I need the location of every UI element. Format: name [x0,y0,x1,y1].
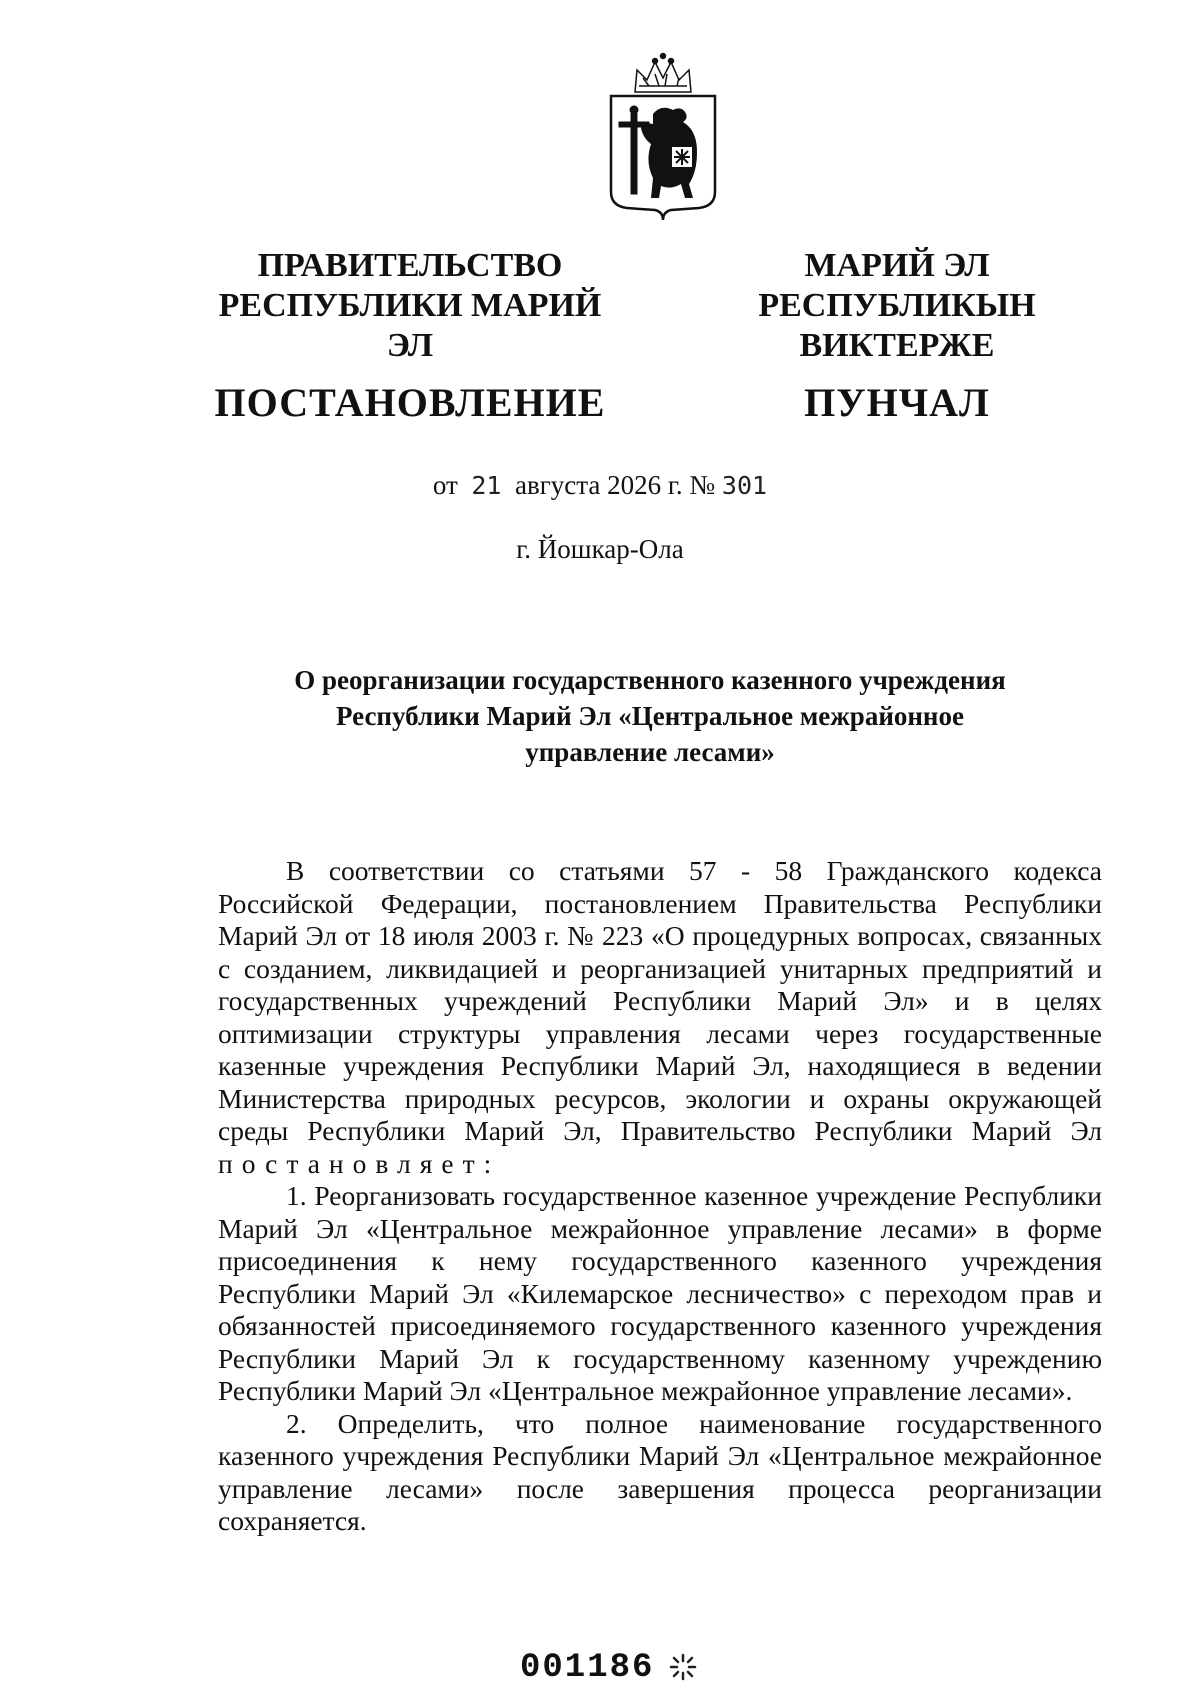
government-name-mari-line1: МАРИЙ ЭЛ РЕСПУБЛИКЫН [758,247,1036,324]
subject-line1: О реорганизации государственного казенного учреждения [294,665,1006,695]
registration-mark-icon [668,1652,698,1682]
registration-number: 001186 [520,1649,655,1687]
document-number: 301 [721,471,768,500]
document-body [218,855,1102,1538]
subject-line3: управление лесами» [525,737,775,767]
crown-icon [635,54,691,93]
date-month-year: августа 2026 г. № [514,470,716,500]
document-type-title: ПОСТАНОВЛЕНИЕ [214,380,606,425]
date-prefix: от [432,470,458,500]
document-date-line [0,468,1200,503]
document-subject [250,662,1050,770]
document-city: г. Йошкар-Ола [516,534,684,564]
item-2-paragraph: 2. Определить, что полное наименование государственного казенного учреждения Республики Марий Эл «Центральное межрайонное управление лесами» после завершения процесса реорганизации сохраняется. [218,1407,1102,1536]
coat-of-arms-emblem [605,52,721,224]
date-day: 21 [471,471,502,500]
document-type-title-mari: ПУНЧАЛ [804,380,990,425]
government-name-line2: РЕСПУБЛИКИ МАРИЙ ЭЛ [218,287,602,364]
decree-word: постановляет: [218,1147,501,1179]
government-name-line1: ПРАВИТЕЛЬСТВО [257,247,563,284]
item-1-paragraph: 1. Реорганизовать государственное казенное учреждение Республики Марий Эл «Центральное межрайонное управление лесами» в форме присоединения к нему государственного казенного учреждения Республики Марий Эл «Килемарское лесничество» с переходом прав и обязанностей присоединяемого государственного казенного учреждения Республики Марий Эл к государственному казенному учреждению Республики Марий Эл «Центральное межрайонное управление лесами». [218,1180,1102,1406]
left-header-block [210,246,610,426]
subject-line2: Республики Марий Эл «Центральное межрайонное [336,701,964,731]
preamble-text: В соответствии со статьями 57 - 58 Гражданского кодекса Российской Федерации, постановлением Правительства Республики Марий Эл от 18 июля 2003 г. № 223 «О процедурных вопросах, связанных с созданием, ликвидацией и реорганизацией унитарных предприятий и государственных учреждений Республики Марий Эл» и в целях оптимизации структуры управления лесами через государственные казенные учреждения Республики Марий Эл, находящиеся в ведении Министерства природных ресурсов, экологии и охраны окружающей среды Республики Марий Эл, Правительство Республики Марий Эл [218,855,1102,1146]
right-header-block [672,246,1122,426]
preamble-paragraph [218,855,1102,1180]
government-name-mari-line2: ВИКТЕРЖЕ [799,327,995,364]
